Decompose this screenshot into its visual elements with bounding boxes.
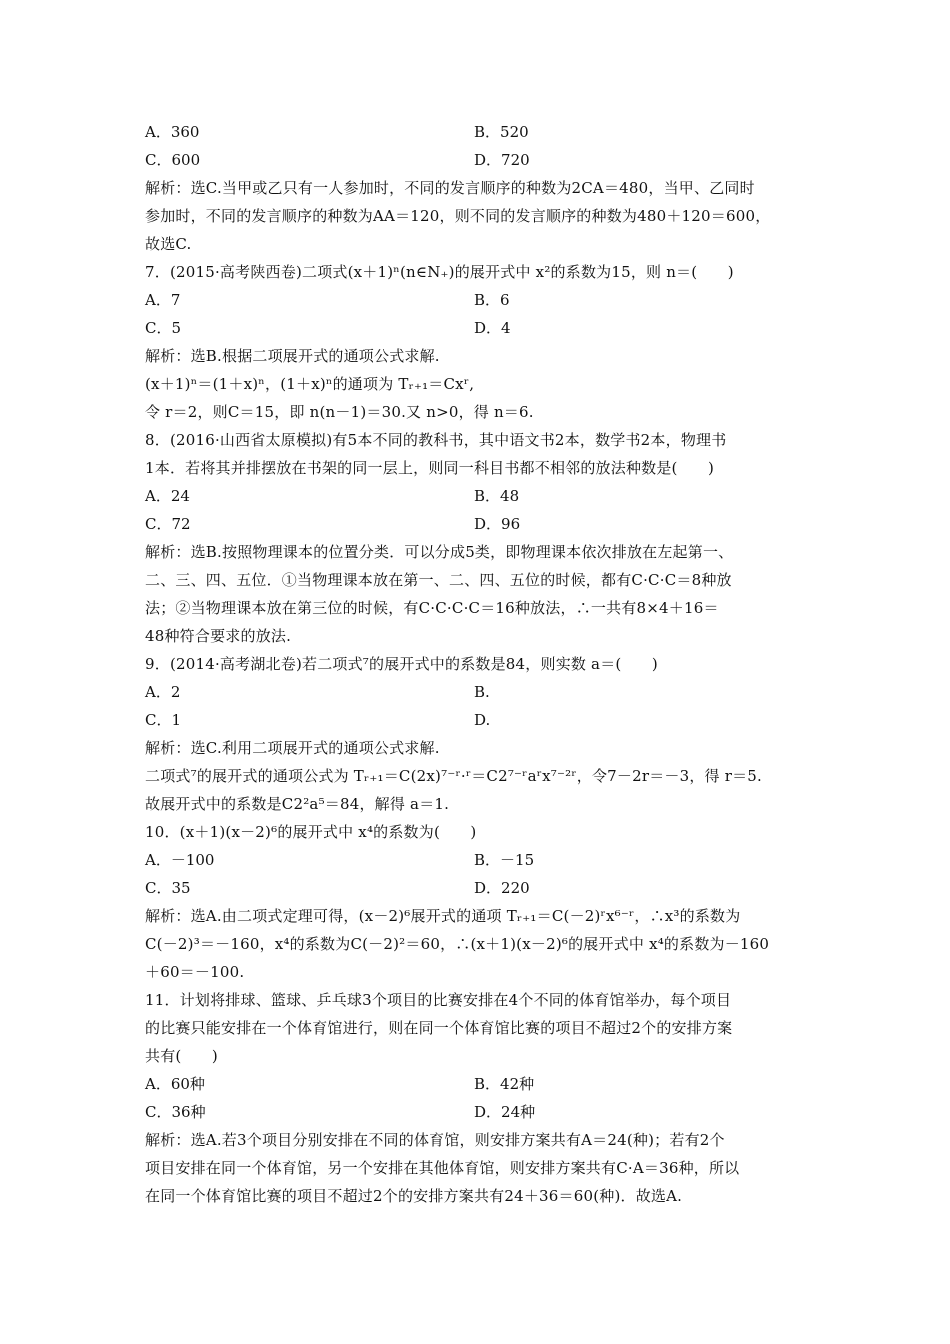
- q10-option-a: A．－100: [145, 851, 215, 869]
- q8-option-c: C．72: [145, 515, 191, 533]
- q7-option-c: C．5: [145, 319, 182, 337]
- q7-stem: 7．(2015·高考陕西卷)二项式(x＋1)ⁿ(n∈N₊)的展开式中 x²的系数为15，则 n＝( ): [145, 263, 734, 281]
- q7-solution-line: (x＋1)ⁿ＝(1＋x)ⁿ，(1＋x)ⁿ的通项为 Tᵣ₊₁＝Cxʳ,: [145, 375, 475, 393]
- q6-option-b: B．520: [474, 123, 529, 141]
- q8-solution-line: 二、三、四、五位．①当物理课本放在第一、二、四、五位的时候，都有C·C·C＝8种放: [145, 571, 732, 589]
- q8-stem: 1本．若将其并排摆放在书架的同一层上，则同一科目书都不相邻的放法种数是( ): [145, 459, 715, 477]
- q6-solution-line: 参加时，不同的发言顺序的种数为AA＝120，则不同的发言顺序的种数为480＋120＝600，: [145, 207, 771, 225]
- q11-stem: 的比赛只能安排在一个体育馆进行，则在同一个体育馆比赛的项目不超过2个的安排方案: [145, 1019, 733, 1037]
- q7-solution-line: 令 r＝2，则C＝15，即 n(n－1)＝30.又 n>0，得 n＝6.: [145, 403, 534, 421]
- q8-solution-line: 48种符合要求的放法.: [145, 627, 292, 645]
- q6-solution-line: 解析：选C.当甲或乙只有一人参加时，不同的发言顺序的种数为2CA＝480，当甲、乙同时: [145, 179, 755, 197]
- q6-option-d: D．720: [474, 151, 530, 169]
- q7-option-d: D．4: [474, 319, 511, 337]
- q11-option-b: B．42种: [474, 1075, 535, 1093]
- q7-option-a: A．7: [145, 291, 181, 309]
- q10-stem: 10．(x＋1)(x－2)⁶的展开式中 x⁴的系数为( ): [145, 823, 477, 841]
- q9-option-a: A．2: [145, 683, 181, 701]
- q9-stem: 9．(2014·高考湖北卷)若二项式⁷的展开式中的系数是84，则实数 a＝( ): [145, 655, 658, 673]
- q11-option-d: D．24种: [474, 1103, 536, 1121]
- q7-option-b: B．6: [474, 291, 510, 309]
- q9-option-c: C．1: [145, 711, 182, 729]
- q9-option-b: B.: [474, 683, 490, 701]
- q8-option-d: D．96: [474, 515, 521, 533]
- q8-solution-line: 法；②当物理课本放在第三位的时候，有C·C·C·C＝16种放法，∴一共有8×4＋16＝: [145, 599, 719, 617]
- q11-solution-line: 在同一个体育馆比赛的项目不超过2个的安排方案共有24＋36＝60(种)．故选A.: [145, 1187, 683, 1205]
- q8-option-b: B．48: [474, 487, 520, 505]
- q8-solution-line: 解析：选B.按照物理课本的位置分类．可以分成5类，即物理课本依次排放在左起第一、: [145, 543, 734, 561]
- q9-solution-line: 解析：选C.利用二项展开式的通项公式求解.: [145, 739, 440, 757]
- q10-option-b: B．－15: [474, 851, 535, 869]
- q10-option-d: D．220: [474, 879, 530, 897]
- q9-solution-line: 二项式⁷的展开式的通项公式为 Tᵣ₊₁＝C(2x)⁷⁻ʳ·ʳ＝C2⁷⁻ʳaʳx⁷⁻²ʳ，令7－2r＝－3，得 r＝5.: [145, 767, 762, 785]
- q10-solution-line: 解析：选A.由二项式定理可得，(x－2)⁶展开式的通项 Tᵣ₊₁＝C(－2)ʳx⁶⁻ʳ，∴x³的系数为: [145, 907, 741, 925]
- q11-option-a: A．60种: [145, 1075, 205, 1093]
- q10-solution-line: C(－2)³＝－160，x⁴的系数为C(－2)²＝60，∴(x＋1)(x－2)⁶的展开式中 x⁴的系数为－160: [145, 935, 770, 953]
- q9-option-d: D.: [474, 711, 491, 729]
- q6-solution-line: 故选C.: [145, 235, 192, 253]
- q7-solution-line: 解析：选B.根据二项展开式的通项公式求解.: [145, 347, 440, 365]
- q6-option-a: A．360: [145, 123, 200, 141]
- q11-solution-line: 项目安排在同一个体育馆，另一个安排在其他体育馆，则安排方案共有C·A＝36种，所以: [145, 1159, 740, 1177]
- q11-option-c: C．36种: [145, 1103, 206, 1121]
- q10-solution-line: ＋60＝－100.: [145, 963, 245, 981]
- q6-option-c: C．600: [145, 151, 201, 169]
- q9-solution-line: 故展开式中的系数是C2²a⁵＝84，解得 a＝1.: [145, 795, 450, 813]
- q11-solution-line: 解析：选A.若3个项目分别安排在不同的体育馆，则安排方案共有A＝24(种)；若有2个: [145, 1131, 725, 1149]
- q8-option-a: A．24: [145, 487, 190, 505]
- q11-stem: 11．计划将排球、篮球、乒乓球3个项目的比赛安排在4个不同的体育馆举办，每个项目: [145, 991, 732, 1009]
- q10-option-c: C．35: [145, 879, 191, 897]
- q8-stem: 8．(2016·山西省太原模拟)有5本不同的教科书，其中语文书2本，数学书2本，物理书: [145, 431, 727, 449]
- q11-stem: 共有( ): [145, 1047, 218, 1065]
